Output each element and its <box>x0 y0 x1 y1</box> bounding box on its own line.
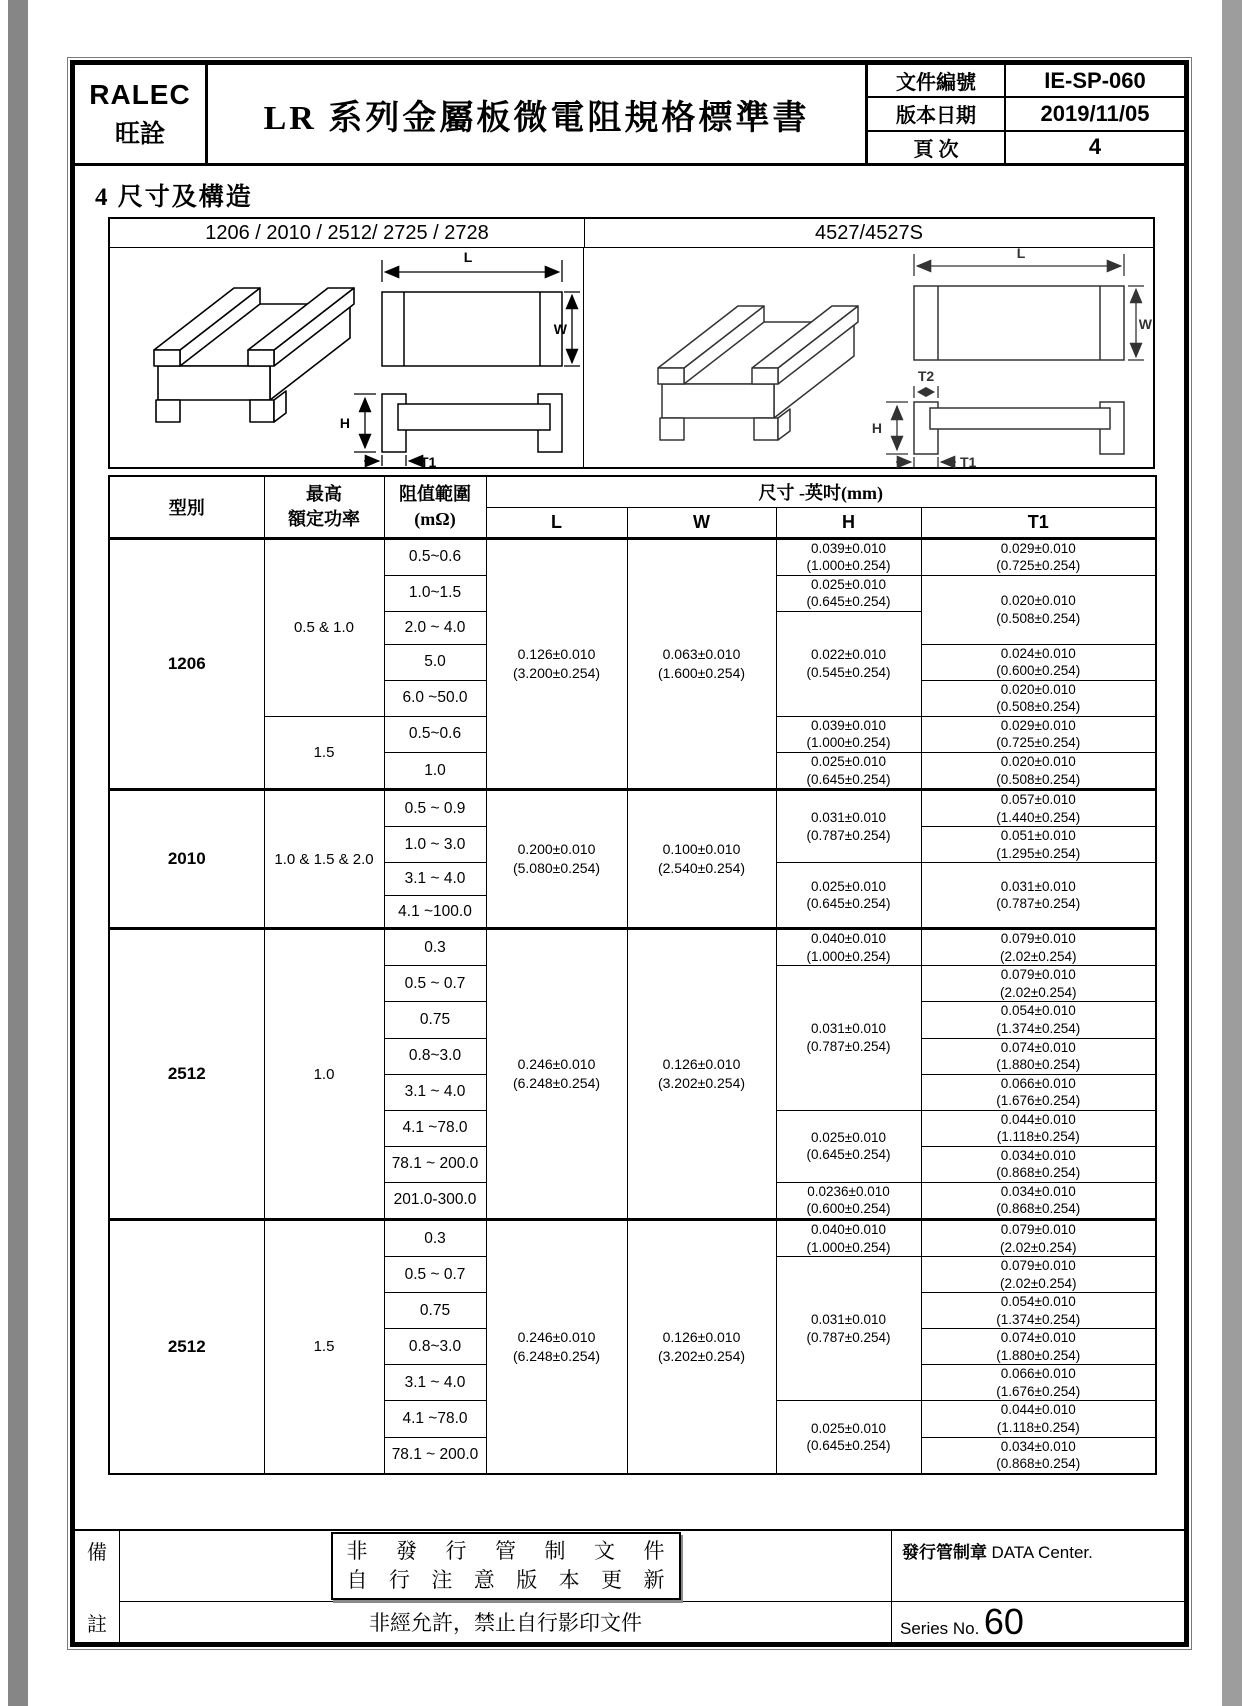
dim-inch: 0.022±0.010 <box>811 647 886 663</box>
t1-cell <box>921 1182 1156 1219</box>
chip-3d-view <box>658 306 858 440</box>
dim-mm: (0.508±0.254) <box>996 771 1081 787</box>
dim-mm: (0.787±0.254) <box>996 896 1081 912</box>
issue-stamp-value: DATA Center. <box>991 1543 1093 1562</box>
col-header-power <box>264 476 384 538</box>
range-cell: 3.1 ~ 4.0 <box>384 1074 486 1110</box>
range-cell: 0.75 <box>384 1002 486 1038</box>
scan-edge-right <box>1222 0 1242 1706</box>
dim-mm: (0.545±0.254) <box>806 664 891 680</box>
dim-mm: (1.000±0.254) <box>806 1239 891 1255</box>
dim-label-l: L <box>463 249 473 265</box>
dim-inch: 0.044±0.010 <box>1000 1111 1076 1127</box>
col-header-w: W <box>627 507 776 538</box>
table-row <box>109 929 1156 966</box>
dim-mm: (2.02±0.254) <box>1000 948 1077 964</box>
chip-side-view <box>914 402 1124 454</box>
doc-no-label: 文件編號 <box>868 65 1006 96</box>
col-header-t1: T1 <box>921 507 1156 538</box>
dim-mm: (0.600±0.254) <box>996 663 1081 679</box>
t1-cell <box>921 929 1156 966</box>
range-cell: 3.1 ~ 4.0 <box>384 863 486 896</box>
w-cell <box>627 538 776 790</box>
dim-mm: (2.540±0.254) <box>657 860 746 877</box>
dim-inch: 0.074±0.010 <box>1000 1039 1076 1055</box>
dim-mm: (0.645±0.254) <box>806 771 891 787</box>
footer-right <box>891 1531 1184 1642</box>
range-cell: 78.1 ~ 200.0 <box>384 1437 486 1474</box>
t1-cell <box>921 680 1156 716</box>
col-header-range-line2: (mΩ) <box>414 508 456 529</box>
range-cell: 6.0 ~50.0 <box>384 680 486 716</box>
col-header-power-line1: 最高 <box>306 484 342 505</box>
notice-line2: 自 行 注 意 版 本 更 新 <box>346 1568 665 1592</box>
dim-inch: 0.024±0.010 <box>1000 645 1076 661</box>
range-cell: 1.0 ~ 3.0 <box>384 827 486 863</box>
diagram-titles <box>110 219 1153 248</box>
range-cell: 1.0 <box>384 752 486 789</box>
dim-inch: 0.031±0.010 <box>1000 878 1076 894</box>
dim-H <box>886 402 908 454</box>
dim-inch: 0.031±0.010 <box>811 1021 886 1037</box>
t1-cell <box>921 1257 1156 1293</box>
dim-inch: 0.126±0.010 <box>517 645 596 662</box>
t1-cell <box>921 790 1156 827</box>
dim-inch: 0.100±0.010 <box>662 841 741 858</box>
notice-box <box>331 1532 681 1601</box>
range-cell: 0.8~3.0 <box>384 1038 486 1074</box>
diagram-chip-large <box>584 248 1153 468</box>
dim-H <box>354 394 376 452</box>
footer-notice-area <box>120 1531 891 1602</box>
issue-stamp-label: 發行管制章 <box>902 1543 987 1562</box>
dim-inch: 0.040±0.010 <box>811 931 886 947</box>
issue-stamp-area <box>892 1531 1184 1602</box>
dim-inch: 0.079±0.010 <box>1000 1222 1076 1237</box>
table-row <box>109 538 1156 575</box>
dim-mm: (1.880±0.254) <box>996 1347 1081 1363</box>
page-frame <box>70 60 1189 1647</box>
range-cell: 4.1 ~78.0 <box>384 1110 486 1146</box>
dim-mm: (1.676±0.254) <box>996 1383 1081 1399</box>
range-cell: 3.1 ~ 4.0 <box>384 1365 486 1401</box>
dim-T2 <box>914 386 938 398</box>
section-heading: 4 尺寸及構造 <box>95 184 253 211</box>
dim-mm: (1.440±0.254) <box>996 809 1081 825</box>
dim-mm: (0.868±0.254) <box>996 1201 1081 1217</box>
dim-mm: (0.787±0.254) <box>806 827 891 843</box>
power-cell: 1.0 <box>264 929 384 1220</box>
logo-text-zh: 旺詮 <box>114 120 165 148</box>
model-cell: 2010 <box>109 790 264 929</box>
range-cell: 0.75 <box>384 1293 486 1329</box>
note-label-bottom: 註 <box>87 1614 107 1636</box>
t1-cell <box>921 538 1156 575</box>
dim-inch: 0.051±0.010 <box>1000 828 1076 844</box>
dim-inch: 0.054±0.010 <box>1000 1294 1076 1310</box>
t1-cell <box>921 752 1156 789</box>
range-cell: 0.3 <box>384 929 486 966</box>
diagram-panels <box>110 248 1153 468</box>
power-cell: 1.5 <box>264 716 384 789</box>
t1-cell <box>921 1365 1156 1401</box>
notice-line1: 非 發 行 管 制 文 件 <box>346 1538 665 1563</box>
dim-inch: 0.079±0.010 <box>1000 931 1076 947</box>
dim-mm: (1.676±0.254) <box>996 1093 1081 1109</box>
col-header-dimensions: 尺寸 -英吋(mm) <box>486 476 1156 507</box>
dim-inch: 0.066±0.010 <box>1000 1366 1076 1382</box>
dim-inch: 0.039±0.010 <box>811 540 886 556</box>
page-label: 頁 次 <box>868 132 1006 163</box>
series-label: Series No. <box>900 1619 980 1638</box>
footer-center <box>120 1531 891 1642</box>
dim-inch: 0.200±0.010 <box>517 841 596 858</box>
t1-cell <box>921 1401 1156 1437</box>
l-cell <box>486 538 627 790</box>
dim-inch: 0.025±0.010 <box>811 576 886 592</box>
version-date-label: 版本日期 <box>868 98 1006 129</box>
range-cell: 4.1 ~78.0 <box>384 1401 486 1437</box>
range-cell: 5.0 <box>384 644 486 680</box>
dim-inch: 0.025±0.010 <box>811 753 886 769</box>
l-cell <box>486 929 627 1220</box>
dim-inch: 0.020±0.010 <box>1000 593 1076 609</box>
diagram-chip-small <box>110 248 584 468</box>
dim-mm: (6.248±0.254) <box>512 1075 601 1092</box>
dim-mm: (2.02±0.254) <box>1000 1239 1077 1255</box>
table-row <box>109 790 1156 827</box>
dim-mm: (0.645±0.254) <box>806 1438 891 1454</box>
dim-mm: (0.645±0.254) <box>806 1147 891 1163</box>
dim-inch: 0.040±0.010 <box>811 1222 886 1237</box>
table-row <box>109 1220 1156 1257</box>
dim-mm: (0.508±0.254) <box>996 610 1081 626</box>
t1-cell <box>921 1293 1156 1329</box>
range-cell: 0.5 ~ 0.7 <box>384 966 486 1002</box>
power-cell: 1.0 & 1.5 & 2.0 <box>264 790 384 929</box>
w-cell <box>627 1220 776 1474</box>
t1-cell <box>921 1146 1156 1182</box>
dim-label-l: L <box>1016 248 1026 261</box>
model-cell: 1206 <box>109 538 264 790</box>
power-cell: 0.5 & 1.0 <box>264 538 384 716</box>
dim-inch: 0.246±0.010 <box>517 1328 596 1345</box>
table-header-row <box>109 476 1156 507</box>
chip-side-view <box>382 394 562 452</box>
range-cell: 0.5~0.6 <box>384 538 486 575</box>
dim-inch: 0.025±0.010 <box>811 1129 886 1145</box>
doc-info-row <box>868 98 1184 131</box>
range-cell: 201.0-300.0 <box>384 1182 486 1219</box>
dim-label-t1: T1 <box>420 454 437 468</box>
diagram-title-right: 4527/4527S <box>815 221 923 244</box>
power-cell: 1.5 <box>264 1220 384 1474</box>
dim-mm: (1.374±0.254) <box>996 1311 1081 1327</box>
t1-cell <box>921 1074 1156 1110</box>
dim-mm: (3.202±0.254) <box>657 1075 746 1092</box>
dim-mm: (6.248±0.254) <box>512 1347 601 1364</box>
dim-label-h: H <box>871 420 882 436</box>
w-cell <box>627 790 776 929</box>
dim-mm: (0.787±0.254) <box>806 1039 891 1055</box>
model-cell: 2512 <box>109 929 264 1220</box>
dim-T1 <box>364 455 424 466</box>
footer-note-label <box>75 1531 120 1642</box>
col-header-model: 型別 <box>109 476 264 538</box>
dim-mm: (1.880±0.254) <box>996 1057 1081 1073</box>
range-cell: 0.5~0.6 <box>384 716 486 752</box>
dim-inch: 0.079±0.010 <box>1000 1258 1076 1274</box>
h-cell <box>776 863 921 929</box>
col-header-h: H <box>776 507 921 538</box>
t1-cell <box>921 863 1156 929</box>
model-cell: 2512 <box>109 1220 264 1474</box>
dim-inch: 0.044±0.010 <box>1000 1402 1076 1418</box>
l-cell <box>486 1220 627 1474</box>
range-cell: 0.3 <box>384 1220 486 1257</box>
doc-header <box>75 65 1184 166</box>
dim-mm: (1.000±0.254) <box>806 735 891 751</box>
doc-info-row <box>868 65 1184 98</box>
dim-label-w: W <box>1138 316 1152 332</box>
dim-mm: (0.600±0.254) <box>806 1201 891 1217</box>
l-cell <box>486 790 627 929</box>
dim-T1 <box>896 457 956 467</box>
t1-cell <box>921 644 1156 680</box>
h-cell <box>776 1182 921 1219</box>
dim-label-w: W <box>553 321 567 337</box>
dim-mm: (1.000±0.254) <box>806 948 891 964</box>
dim-mm: (2.02±0.254) <box>1000 1275 1077 1291</box>
chip-3d-view <box>154 288 354 422</box>
series-area <box>892 1602 1184 1642</box>
t1-cell <box>921 1110 1156 1146</box>
company-logo <box>75 65 208 163</box>
dim-inch: 0.074±0.010 <box>1000 1330 1076 1346</box>
dim-mm: (0.645±0.254) <box>806 594 891 610</box>
doc-info-table <box>865 65 1184 163</box>
h-cell <box>776 929 921 966</box>
range-cell: 0.5 ~ 0.7 <box>384 1257 486 1293</box>
h-cell <box>776 790 921 863</box>
dim-mm: (2.02±0.254) <box>1000 984 1077 1000</box>
range-cell: 0.5 ~ 0.9 <box>384 790 486 827</box>
dim-inch: 0.034±0.010 <box>1000 1438 1076 1454</box>
chip-top-view <box>914 286 1124 360</box>
dim-inch: 0.034±0.010 <box>1000 1183 1076 1199</box>
dim-inch: 0.039±0.010 <box>811 717 886 733</box>
chip-drawing-small <box>110 248 583 468</box>
h-cell <box>776 752 921 789</box>
dim-inch: 0.029±0.010 <box>1000 717 1076 733</box>
dim-mm: (0.787±0.254) <box>806 1329 891 1345</box>
dim-inch: 0.031±0.010 <box>811 810 886 826</box>
col-header-power-line2: 額定功率 <box>288 508 360 529</box>
dim-inch: 0.054±0.010 <box>1000 1003 1076 1019</box>
t1-cell <box>921 1220 1156 1257</box>
range-cell: 2.0 ~ 4.0 <box>384 611 486 644</box>
h-cell <box>776 1257 921 1401</box>
dim-inch: 0.246±0.010 <box>517 1056 596 1073</box>
h-cell <box>776 538 921 575</box>
dim-inch: 0.079±0.010 <box>1000 967 1076 983</box>
h-cell <box>776 716 921 752</box>
range-cell: 0.8~3.0 <box>384 1329 486 1365</box>
dim-mm: (1.295±0.254) <box>996 845 1081 861</box>
chip-top-view <box>382 292 562 366</box>
dim-mm: (0.868±0.254) <box>996 1456 1081 1472</box>
version-date-value: 2019/11/05 <box>1040 100 1150 126</box>
t1-cell <box>921 575 1156 644</box>
h-cell <box>776 611 921 716</box>
spec-table <box>108 475 1157 1475</box>
h-cell <box>776 575 921 611</box>
page-number: 4 <box>1088 134 1102 160</box>
chip-drawing-large <box>584 248 1153 468</box>
range-cell: 78.1 ~ 200.0 <box>384 1146 486 1182</box>
dim-inch: 0.020±0.010 <box>1000 681 1076 697</box>
col-header-range <box>384 476 486 538</box>
dim-mm: (0.645±0.254) <box>806 896 891 912</box>
logo-text-en: RALEC <box>89 78 191 110</box>
doc-no-value: IE-SP-060 <box>1044 67 1146 93</box>
t1-cell <box>921 827 1156 863</box>
dim-inch: 0.066±0.010 <box>1000 1075 1076 1091</box>
doc-title: LR 系列金屬板微電阻規格標準書 <box>263 99 810 137</box>
dim-mm: (0.868±0.254) <box>996 1165 1081 1181</box>
t1-cell <box>921 1038 1156 1074</box>
dim-mm: (5.080±0.254) <box>512 860 601 877</box>
t1-cell <box>921 716 1156 752</box>
t1-cell <box>921 966 1156 1002</box>
dim-mm: (1.374±0.254) <box>996 1020 1081 1036</box>
doc-footer <box>75 1529 1184 1642</box>
dim-mm: (1.000±0.254) <box>806 558 891 574</box>
dim-inch: 0.126±0.010 <box>662 1056 741 1073</box>
dim-mm: (1.600±0.254) <box>657 664 746 681</box>
dim-mm: (0.725±0.254) <box>996 558 1081 574</box>
dim-label-t1: T1 <box>960 454 977 468</box>
dim-inch: 0.034±0.010 <box>1000 1147 1076 1163</box>
h-cell <box>776 1110 921 1182</box>
copy-notice: 非經允許，禁止自行影印文件 <box>369 1611 642 1635</box>
dim-mm: (3.200±0.254) <box>512 664 601 681</box>
t1-cell <box>921 1437 1156 1474</box>
dim-inch: 0.0236±0.010 <box>807 1183 890 1199</box>
range-cell: 1.0~1.5 <box>384 575 486 611</box>
series-number: 60 <box>983 1601 1024 1642</box>
dim-inch: 0.025±0.010 <box>811 1420 886 1436</box>
dim-inch: 0.020±0.010 <box>1000 753 1076 769</box>
dim-inch: 0.063±0.010 <box>662 645 741 662</box>
dim-label-h: H <box>339 415 350 431</box>
diagram-table <box>108 217 1155 469</box>
dim-mm: (1.118±0.254) <box>996 1420 1080 1436</box>
w-cell <box>627 929 776 1220</box>
doc-info-row <box>868 132 1184 163</box>
col-header-l: L <box>486 507 627 538</box>
dim-inch: 0.031±0.010 <box>811 1312 886 1328</box>
dim-inch: 0.025±0.010 <box>811 878 886 894</box>
t1-cell <box>921 1002 1156 1038</box>
dim-inch: 0.029±0.010 <box>1000 540 1076 556</box>
dim-mm: (1.118±0.254) <box>996 1129 1080 1145</box>
diagram-title-left: 1206 / 2010 / 2512/ 2725 / 2728 <box>110 219 585 247</box>
t1-cell <box>921 1329 1156 1365</box>
dim-mm: (0.508±0.254) <box>996 699 1081 715</box>
note-label-top: 備 <box>87 1542 107 1564</box>
scan-edge-left <box>8 0 28 1706</box>
dim-inch: 0.126±0.010 <box>662 1328 741 1345</box>
dim-mm: (0.725±0.254) <box>996 735 1081 751</box>
dim-mm: (3.202±0.254) <box>657 1347 746 1364</box>
h-cell <box>776 1220 921 1257</box>
h-cell <box>776 966 921 1110</box>
dim-label-t2: T2 <box>917 368 935 384</box>
range-cell: 4.1 ~100.0 <box>384 896 486 929</box>
h-cell <box>776 1401 921 1474</box>
dim-inch: 0.057±0.010 <box>1000 792 1076 808</box>
col-header-range-line1: 阻值範圍 <box>399 484 471 505</box>
